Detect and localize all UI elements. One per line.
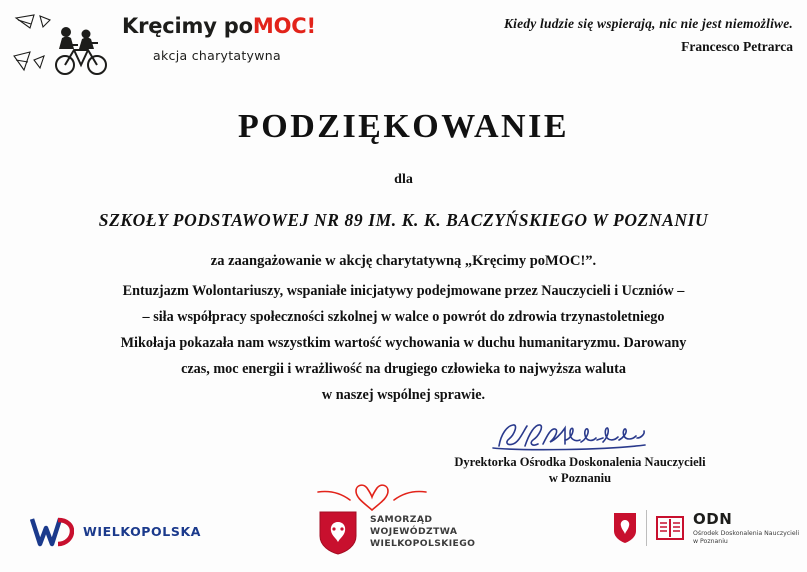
- quote-author: Francesco Petrarca: [681, 39, 793, 54]
- wielkopolska-w-icon: [30, 514, 74, 548]
- odn-label: ODN: [693, 510, 733, 528]
- body-line: w naszej wspólnej sprawie.: [321, 387, 486, 403]
- body-line: – siła współpracy społeczności szkolnej w walce o powrót do zdrowia trzynastoletniego: [142, 309, 665, 325]
- footer-logos: [0, 500, 807, 566]
- samorzad-label-line2: WOJEWÓDZTWA: [370, 526, 458, 537]
- body-line: Entuzjazm Wolontariuszy, wspaniałe inicjatywy podejmowane przez Nauczycieli i Uczniów –: [122, 283, 685, 299]
- divider: [646, 510, 647, 546]
- logo-title-part3: !: [306, 14, 316, 38]
- samorzad-label: [370, 514, 475, 550]
- reason-line: za zaangażowanie w akcję charytatywną „Kręcimy poMOC!”.: [210, 253, 597, 269]
- for-label: dla: [394, 172, 413, 187]
- odn-book-icon: [655, 513, 685, 543]
- samorzad-label-line3: WIELKOPOLSKIEGO: [370, 538, 476, 549]
- campaign-logo-subtitle: akcja charytatywna: [153, 48, 281, 63]
- wielkopolska-logo: [30, 514, 201, 548]
- cyclists-doodle-icon: [10, 12, 118, 78]
- signature-area: [430, 420, 730, 486]
- body-line: Mikołaja pokazała nam wszystkim wartość wychowania w duchu humanitaryzmu. Darowany: [120, 335, 687, 351]
- odn-sublabel-line2: w Poznaniu: [693, 538, 728, 545]
- samorzad-label-line1: SAMORZĄD: [370, 514, 433, 525]
- campaign-logo: [10, 8, 316, 86]
- odn-sublabel: [693, 530, 799, 546]
- quote-text: Kiedy ludzie się wspierają, nic nie jest niemożliwe.: [503, 16, 793, 31]
- campaign-logo-text: [122, 14, 316, 63]
- header-band: [0, 0, 807, 92]
- signature-role-line1: Dyrektorka Ośrodka Doskonalenia Nauczycieli: [454, 455, 706, 469]
- odn-shield-icon: [612, 511, 638, 545]
- wielkopolska-label: WIELKOPOLSKA: [83, 523, 202, 539]
- odn-label-block: [693, 510, 799, 546]
- quote-block: [504, 16, 793, 55]
- recipient-name: SZKOŁY PODSTAWOWEJ NR 89 IM. K. K. BACZYŃSKIEGO W POZNANIU: [98, 210, 709, 230]
- body-line: czas, moc energii i wrażliwość na drugiego człowieka to najwyższa waluta: [181, 361, 626, 377]
- page-title: PODZIĘKOWANIE: [238, 108, 569, 145]
- logo-title-part2: MOC: [252, 14, 307, 38]
- odn-logo: [612, 510, 799, 546]
- body-text: [60, 278, 747, 408]
- logo-title-part1: Kręcimy po: [122, 14, 253, 38]
- signature-role-line2: w Poznaniu: [548, 471, 612, 485]
- odn-sublabel-line1: Ośrodek Doskonalenia Nauczycieli: [693, 530, 800, 537]
- signature-role: [430, 454, 730, 486]
- campaign-logo-title: [122, 14, 316, 38]
- handwritten-signature-icon: [485, 420, 675, 452]
- samorzad-logo: [316, 508, 475, 556]
- coat-of-arms-icon: [316, 508, 360, 556]
